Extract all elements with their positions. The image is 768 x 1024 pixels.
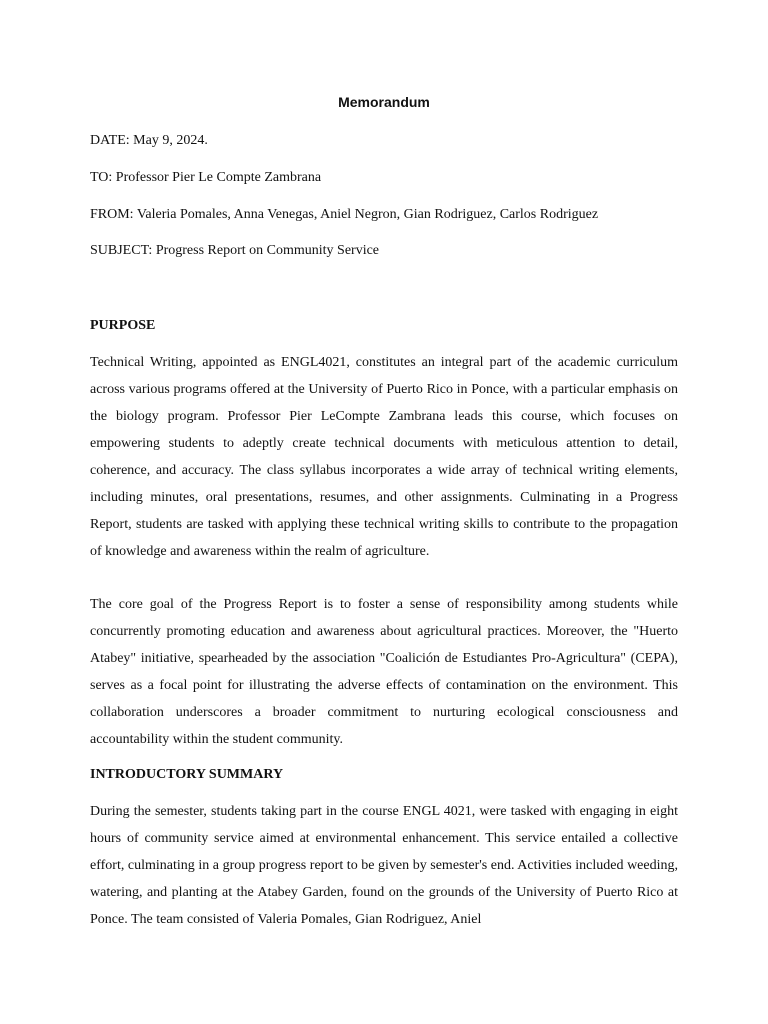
memo-date: DATE: May 9, 2024. (90, 133, 208, 148)
memo-subject: SUBJECT: Progress Report on Community Service (90, 243, 380, 258)
purpose-paragraph-1: Technical Writing, appointed as ENGL4021, constitutes an integral part of the academic curriculum across various programs offered at the University of Puerto Rico in Ponce, with a particular emphasis on the biology program. Professor Pier LeCompte Zambrana leads this course, which focuses on empowering students to adeptly create technical documents with meticulous attention to detail, coherence, and accuracy. The class syllabus incorporates a wide array of technical writing elements, including minutes, oral presentations, resumes, and other assignments. Culminating in a Progress Report, students are tasked with applying these technical writing skills to contribute to the propagation of knowledge and awareness within the realm of agriculture. (90, 355, 678, 559)
purpose-heading: PURPOSE (90, 318, 156, 333)
purpose-paragraph-2: The core goal of the Progress Report is to foster a sense of responsibility among students while concurrently promoting education and awareness about agricultural practices. Moreover, the "Huerto Atabey" initiative, spearheaded by the association "Coalición de Estudiantes Pro-Agricultura" (CEPA), serves as a focal point for illustrating the adverse effects of contamination on the environment. This collaboration underscores a broader commitment to nurturing ecological consciousness and accountability within the student community. (90, 597, 678, 747)
introductory-summary-paragraph-1: During the semester, students taking part in the course ENGL 4021, were tasked with engaging in eight hours of community service aimed at environmental enhancement. This service entailed a collective effort, culminating in a group progress report to be given by semester's end. Activities included weeding, watering, and planting at the Atabey Garden, found on the grounds of the University of Puerto Rico at Ponce. The team consisted of Valeria Pomales, Gian Rodriguez, Aniel (90, 804, 678, 927)
memo-to: TO: Professor Pier Le Compte Zambrana (90, 170, 322, 185)
introductory-summary-heading: INTRODUCTORY SUMMARY (90, 767, 284, 782)
memo-from: FROM: Valeria Pomales, Anna Venegas, Aniel Negron, Gian Rodriguez, Carlos Rodriguez (90, 207, 599, 222)
memo-title: Memorandum (338, 94, 430, 110)
